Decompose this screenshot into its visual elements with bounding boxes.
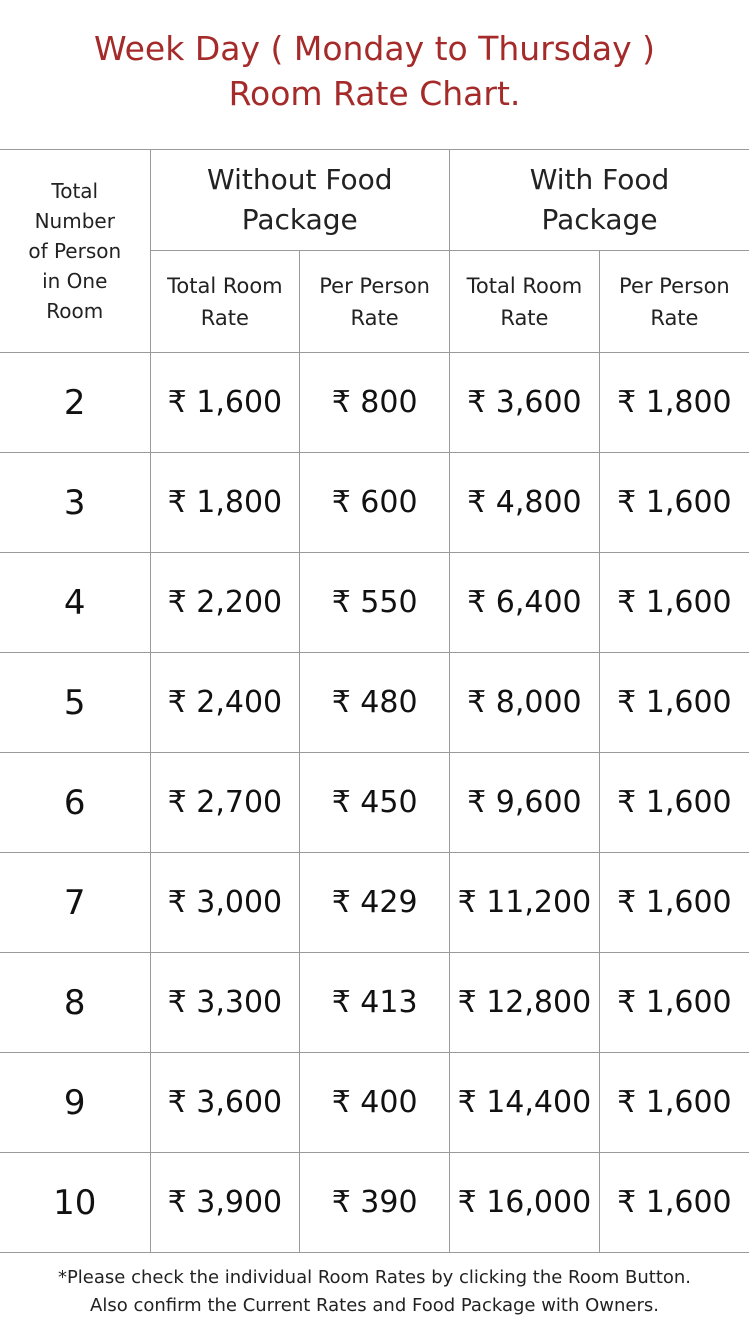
header-wo-per-person-rate (300, 251, 450, 353)
room-rate-table (0, 149, 749, 1253)
header-with-food-line: Package (541, 203, 658, 236)
cell-persons: 2 (0, 353, 150, 453)
cell-wo-per: ₹ 480 (300, 653, 450, 753)
header-sub-line: Per Person (619, 273, 730, 298)
footnote-line-2: Also confirm the Current Rates and Food Package with Owners. (90, 1295, 659, 1316)
cell-w-total: ₹ 12,800 (450, 953, 600, 1053)
header-persons-line: of Person (28, 239, 122, 263)
header-sub-line: Total Room (466, 273, 583, 298)
footnote-line-1: *Please check the individual Room Rates by clicking the Room Button. (57, 1267, 692, 1288)
table-row (0, 953, 749, 1053)
table-row (0, 353, 749, 453)
cell-wo-per: ₹ 390 (300, 1153, 450, 1253)
cell-persons: 9 (0, 1053, 150, 1153)
cell-w-total: ₹ 16,000 (450, 1153, 600, 1253)
header-persons-line: Number (34, 209, 115, 233)
cell-wo-per: ₹ 550 (300, 553, 450, 653)
table-row (0, 553, 749, 653)
cell-persons: 4 (0, 553, 150, 653)
cell-w-per: ₹ 1,600 (599, 1153, 749, 1253)
title-line-2: Room Rate Chart. (228, 74, 521, 113)
footnote (0, 1257, 749, 1328)
table-row (0, 853, 749, 953)
cell-w-total: ₹ 11,200 (450, 853, 600, 953)
header-persons-line: in One (42, 269, 108, 293)
cell-wo-total: ₹ 2,200 (150, 553, 300, 653)
header-sub-line: Rate (650, 305, 699, 330)
cell-w-total: ₹ 4,800 (450, 453, 600, 553)
cell-wo-total: ₹ 3,000 (150, 853, 300, 953)
cell-wo-per: ₹ 400 (300, 1053, 450, 1153)
cell-persons: 6 (0, 753, 150, 853)
header-sub-line: Per Person (319, 273, 430, 298)
title-line-1: Week Day ( Monday to Thursday ) (93, 29, 656, 68)
header-row-groups (0, 150, 749, 251)
header-sub-line: Total Room (167, 273, 283, 298)
cell-w-per: ₹ 1,600 (599, 653, 749, 753)
cell-w-per: ₹ 1,600 (599, 553, 749, 653)
header-persons-line: Total (51, 179, 99, 203)
cell-wo-total: ₹ 3,300 (150, 953, 300, 1053)
cell-wo-total: ₹ 3,900 (150, 1153, 300, 1253)
cell-persons: 10 (0, 1153, 150, 1253)
header-persons (0, 150, 150, 353)
header-with-food (450, 150, 749, 251)
cell-w-total: ₹ 14,400 (450, 1053, 600, 1153)
cell-w-per: ₹ 1,600 (599, 953, 749, 1053)
header-sub-line: Rate (200, 305, 249, 330)
table-row (0, 753, 749, 853)
header-without-food-line: Without Food (207, 163, 393, 196)
cell-wo-per: ₹ 413 (300, 953, 450, 1053)
cell-w-total: ₹ 9,600 (450, 753, 600, 853)
header-w-per-person-rate (599, 251, 749, 353)
header-without-food-line: Package (241, 203, 358, 236)
cell-w-per: ₹ 1,600 (599, 753, 749, 853)
cell-wo-total: ₹ 1,600 (150, 353, 300, 453)
table-row (0, 1053, 749, 1153)
header-sub-line: Rate (350, 305, 399, 330)
header-w-total-room-rate (450, 251, 600, 353)
header-sub-line: Rate (500, 305, 549, 330)
cell-wo-total: ₹ 3,600 (150, 1053, 300, 1153)
cell-persons: 3 (0, 453, 150, 553)
cell-w-per: ₹ 1,800 (599, 353, 749, 453)
cell-wo-per: ₹ 450 (300, 753, 450, 853)
page-title (0, 26, 749, 116)
cell-wo-per: ₹ 429 (300, 853, 450, 953)
cell-w-per: ₹ 1,600 (599, 1053, 749, 1153)
cell-w-total: ₹ 8,000 (450, 653, 600, 753)
table-row (0, 453, 749, 553)
header-wo-total-room-rate (150, 251, 300, 353)
cell-wo-per: ₹ 800 (300, 353, 450, 453)
table-row (0, 1153, 749, 1253)
cell-persons: 8 (0, 953, 150, 1053)
cell-w-per: ₹ 1,600 (599, 853, 749, 953)
cell-wo-total: ₹ 2,700 (150, 753, 300, 853)
cell-w-total: ₹ 6,400 (450, 553, 600, 653)
cell-wo-per: ₹ 600 (300, 453, 450, 553)
cell-persons: 7 (0, 853, 150, 953)
header-with-food-line: With Food (529, 163, 670, 196)
cell-persons: 5 (0, 653, 150, 753)
cell-w-per: ₹ 1,600 (599, 453, 749, 553)
header-persons-line: Room (46, 299, 104, 323)
header-without-food (150, 150, 450, 251)
cell-w-total: ₹ 3,600 (450, 353, 600, 453)
cell-wo-total: ₹ 1,800 (150, 453, 300, 553)
table-row (0, 653, 749, 753)
cell-wo-total: ₹ 2,400 (150, 653, 300, 753)
